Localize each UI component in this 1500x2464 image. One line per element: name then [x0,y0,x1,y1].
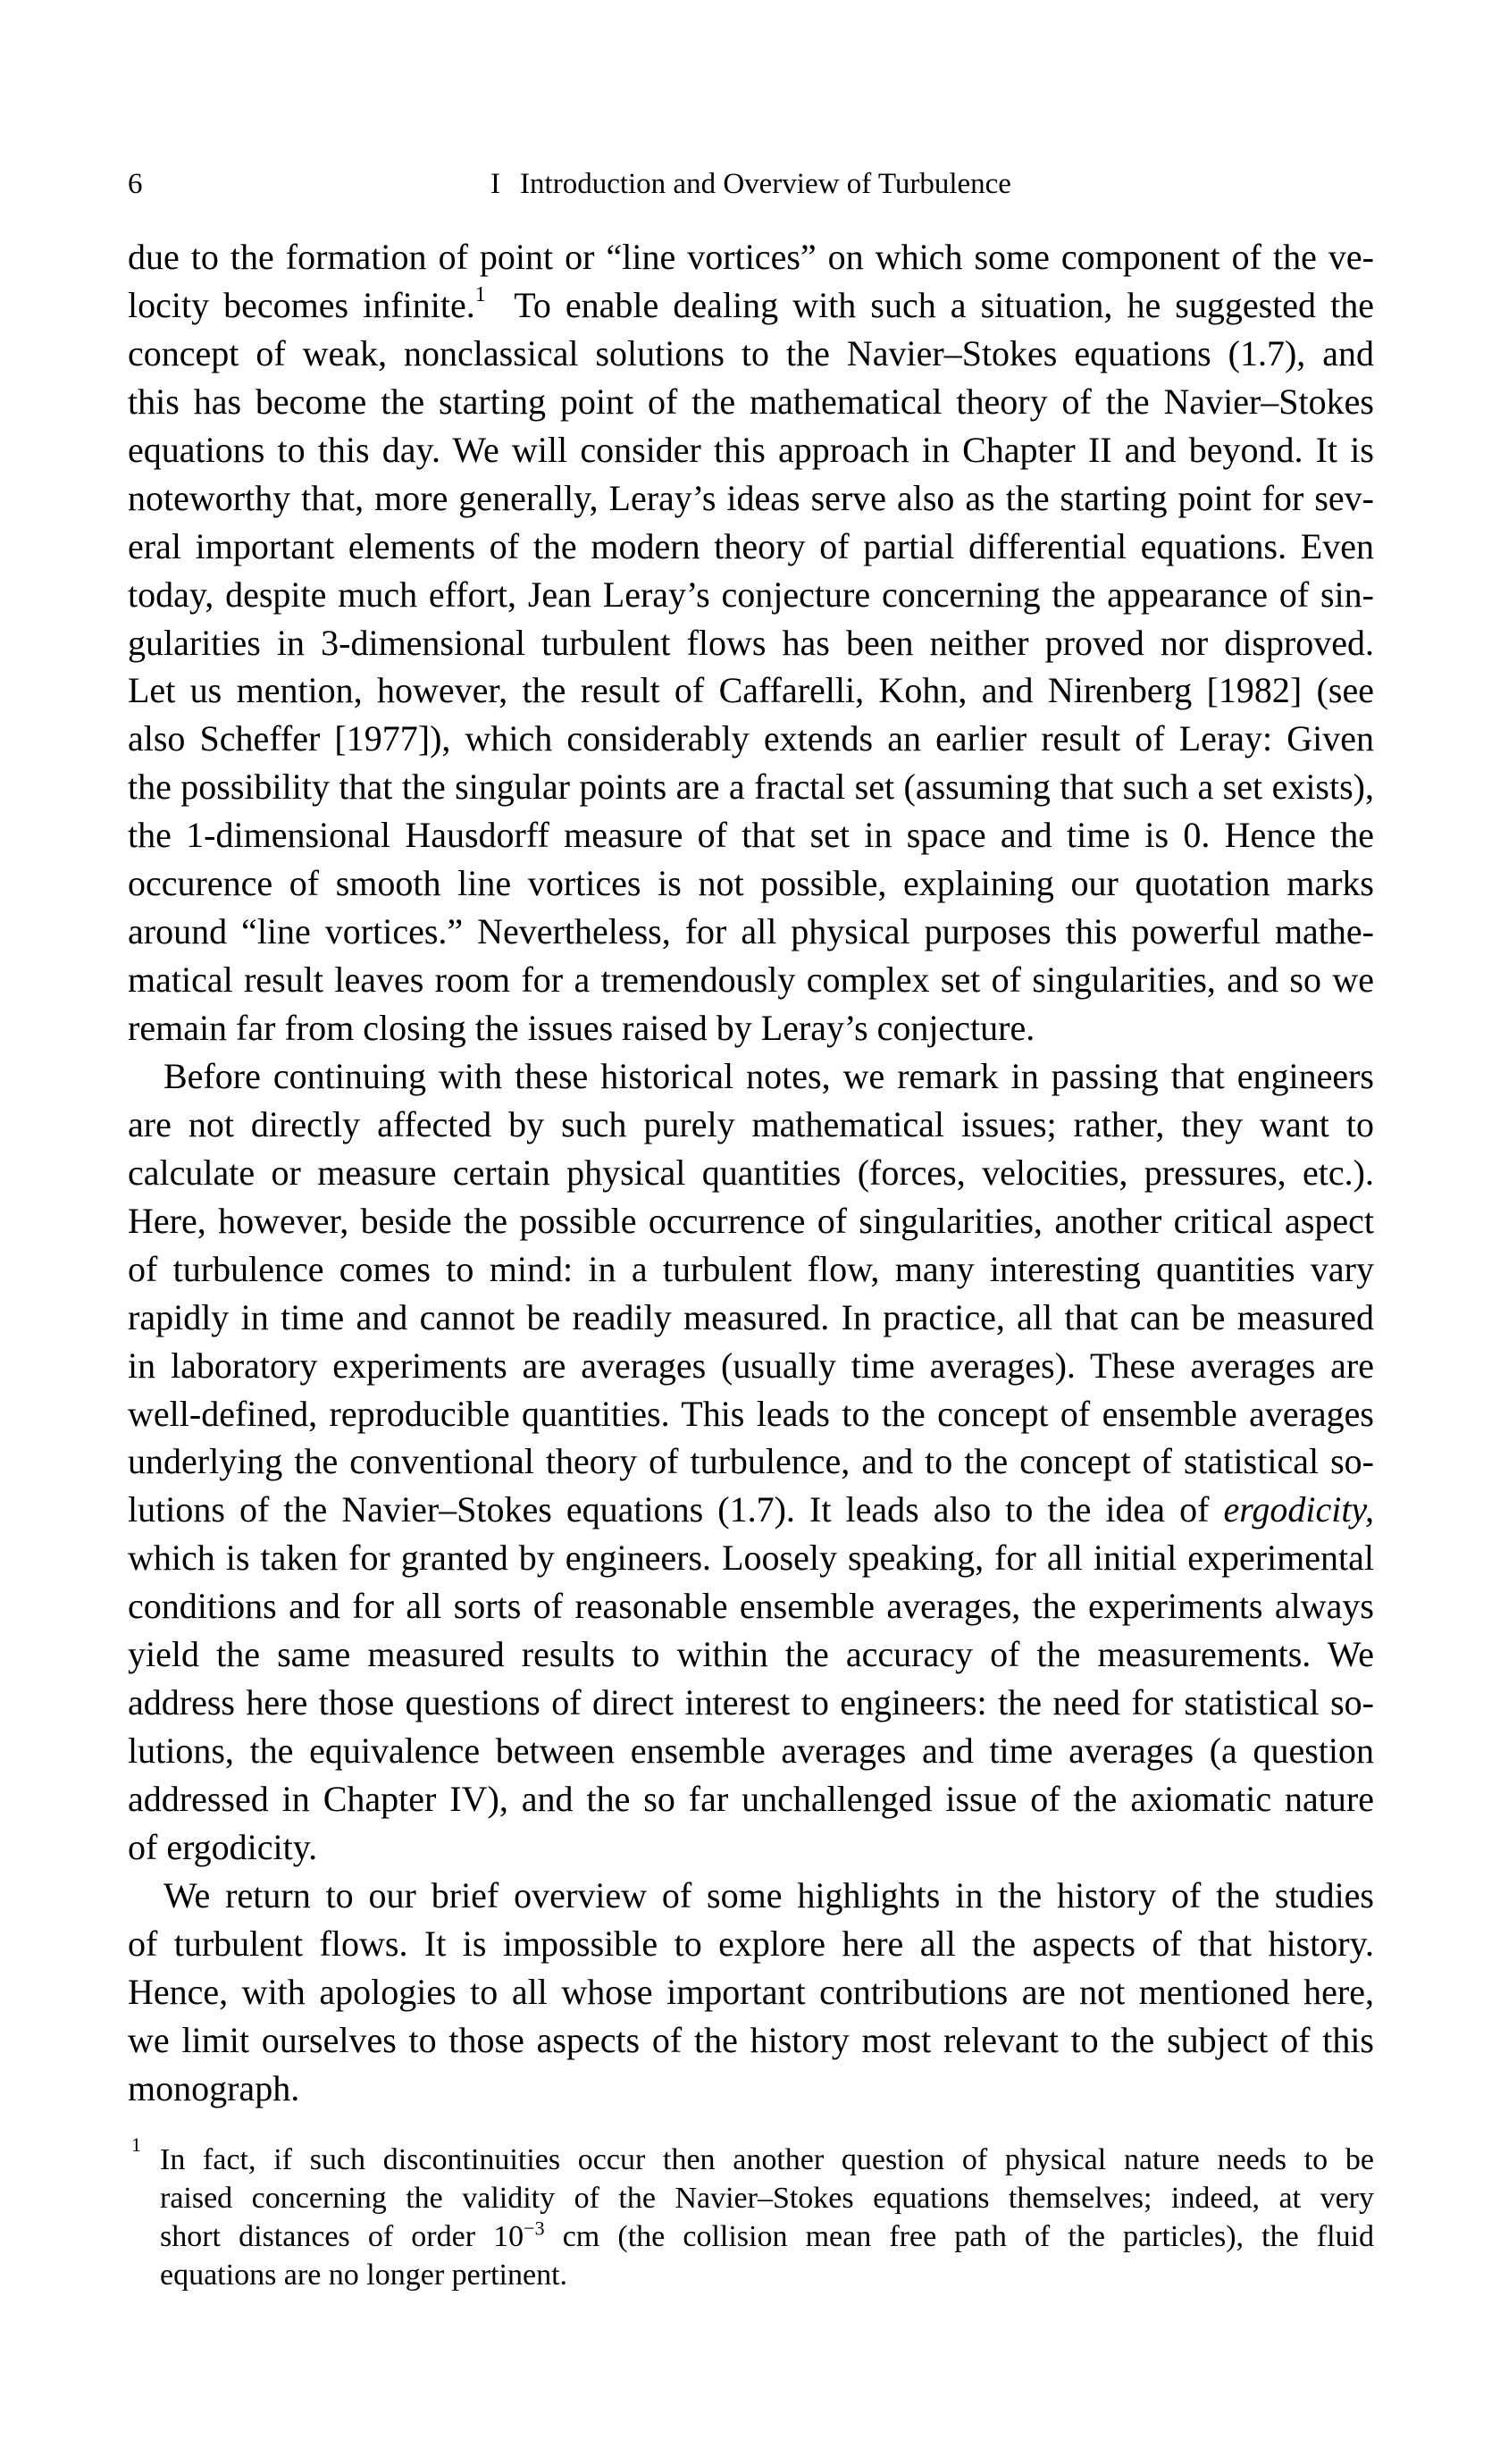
italic-term: ergodicity, [1223,1489,1374,1530]
footnote-line: raised concerning the validity of the Navier–Stokes equations themselves; indeed, at very [160,2182,1374,2215]
chapter-number: I [490,168,501,200]
text-line: of ergodicity. [128,1826,318,1867]
text-line: due to the formation of point or “line vortices” on which some component of the ve- [128,237,1374,277]
text-fragment: lutions of the Navier–Stokes equations (1.7). It leads also to the idea of [128,1489,1210,1530]
text-fragment: cm (the collision mean free path of the particles), the fluid [562,2220,1375,2253]
text-line: around “line vortices.” Nevertheless, for all physical purposes this powerful mathe- [128,911,1374,952]
chapter-header [128,166,1374,202]
text-line: today, despite much effort, Jean Leray’s conjecture concerning the appearance of sin- [128,574,1374,615]
text-line: noteworthy that, more generally, Leray’s ideas serve also as the starting point for sev- [128,477,1374,518]
text-line: calculate or measure certain physical quantities (forces, velocities, pressures, etc.). [128,1152,1374,1193]
text-line: remain far from closing the issues raised by Leray’s conjecture. [128,1008,1035,1048]
text-line: conditions and for all sorts of reasonable ensemble averages, the experiments always [128,1586,1374,1627]
text-line: monograph. [128,2067,300,2108]
text-line: eral important elements of the modern theory of partial differential equations. Even [128,525,1374,566]
text-line [128,1486,1374,1534]
text-line: occurence of smooth line vortices is not possible, explaining our quotation marks [128,863,1374,904]
text-line: Before continuing with these historical notes, we remark in passing that engineers [163,1055,1374,1096]
body-text [128,233,1374,2113]
paragraph-1 [128,233,1374,1052]
page-number: 6 [128,168,143,200]
paragraph-2 [128,1052,1374,1872]
running-head [128,166,1374,202]
text-line: addressed in Chapter IV), and the so far unchallenged issue of the axiomatic nature [128,1779,1374,1819]
text-line: Here, however, beside the possible occurrence of singularities, another critical aspect [128,1200,1374,1241]
text-fragment: To enable dealing with such a situation, he suggested the [514,284,1375,325]
footnote-line: equations are no longer pertinent. [160,2259,568,2292]
footnote-reference[interactable]: 1 [474,282,486,306]
text-line [128,281,1374,330]
text-line: in laboratory experiments are averages (usually time averages). These averages are [128,1345,1374,1386]
text-line: lutions, the equivalence between ensemble averages and time averages (a question [128,1731,1374,1772]
text-line: gularities in 3-dimensional turbulent flows has been neither proved nor disproved. [128,622,1374,663]
chapter-title: Introduction and Overview of Turbulence [520,168,1011,200]
text-line: of turbulent flows. It is impossible to explore here all the aspects of that history. [128,1923,1374,1964]
text-line: equations to this day. We will consider this approach in Chapter II and beyond. It is [128,429,1374,470]
text-line: are not directly affected by such purely mathematical issues; rather, they want to [128,1103,1374,1144]
text-line: of turbulence comes to mind: in a turbulent flow, many interesting quantities vary [128,1248,1374,1289]
footnote-mark: 1 [131,2133,141,2156]
text-line: We return to our brief overview of some highlights in the history of the studies [163,1874,1374,1915]
text-fragment: locity becomes infinite. [128,284,475,325]
text-line: well-defined, reproducible quantities. This leads to the concept of ensemble averages [128,1393,1374,1434]
text-line: rapidly in time and cannot be readily measured. In practice, all that can be measured [128,1296,1374,1337]
footnote-line [160,2217,1374,2256]
paragraph-3 [128,1872,1374,2113]
footnote-line: In fact, if such discontinuities occur then another question of physical nature needs to be [160,2143,1374,2176]
text-line: which is taken for granted by engineers. Loosely speaking, for all initial experimental [128,1538,1374,1579]
text-line: also Scheffer [1977]), which considerably extends an earlier result of Leray: Given [128,718,1374,759]
text-line: Let us mention, however, the result of Caffarelli, Kohn, and Nirenberg [1982] (see [128,670,1374,711]
text-line: matical result leaves room for a tremendously complex set of singularities, and so we [128,960,1374,1001]
text-line: address here those questions of direct interest to engineers: the need for statistical so- [128,1682,1374,1723]
text-line: this has become the starting point of the mathematical theory of the Navier–Stokes [128,381,1374,422]
text-line: concept of weak, nonclassical solutions to the Navier–Stokes equations (1.7), and [128,332,1374,373]
text-line: yield the same measured results to within the accuracy of the measurements. We [128,1634,1374,1675]
text-line: underlying the conventional theory of turbulence, and to the concept of statistical so- [128,1441,1374,1482]
text-line: the 1-dimensional Hausdorff measure of that set in space and time is 0. Hence the [128,815,1374,856]
exponent: −3 [524,2217,545,2240]
footnote-text [160,2141,1374,2294]
text-line: the possibility that the singular points are a fractal set (assuming that such a set exists), [128,767,1374,808]
text-line: Hence, with apologies to all whose important contributions are not mentioned here, [128,1971,1374,2012]
text-line: we limit ourselves to those aspects of the history most relevant to the subject of this [128,2019,1374,2060]
text-fragment: short distances of order 10 [160,2220,524,2253]
